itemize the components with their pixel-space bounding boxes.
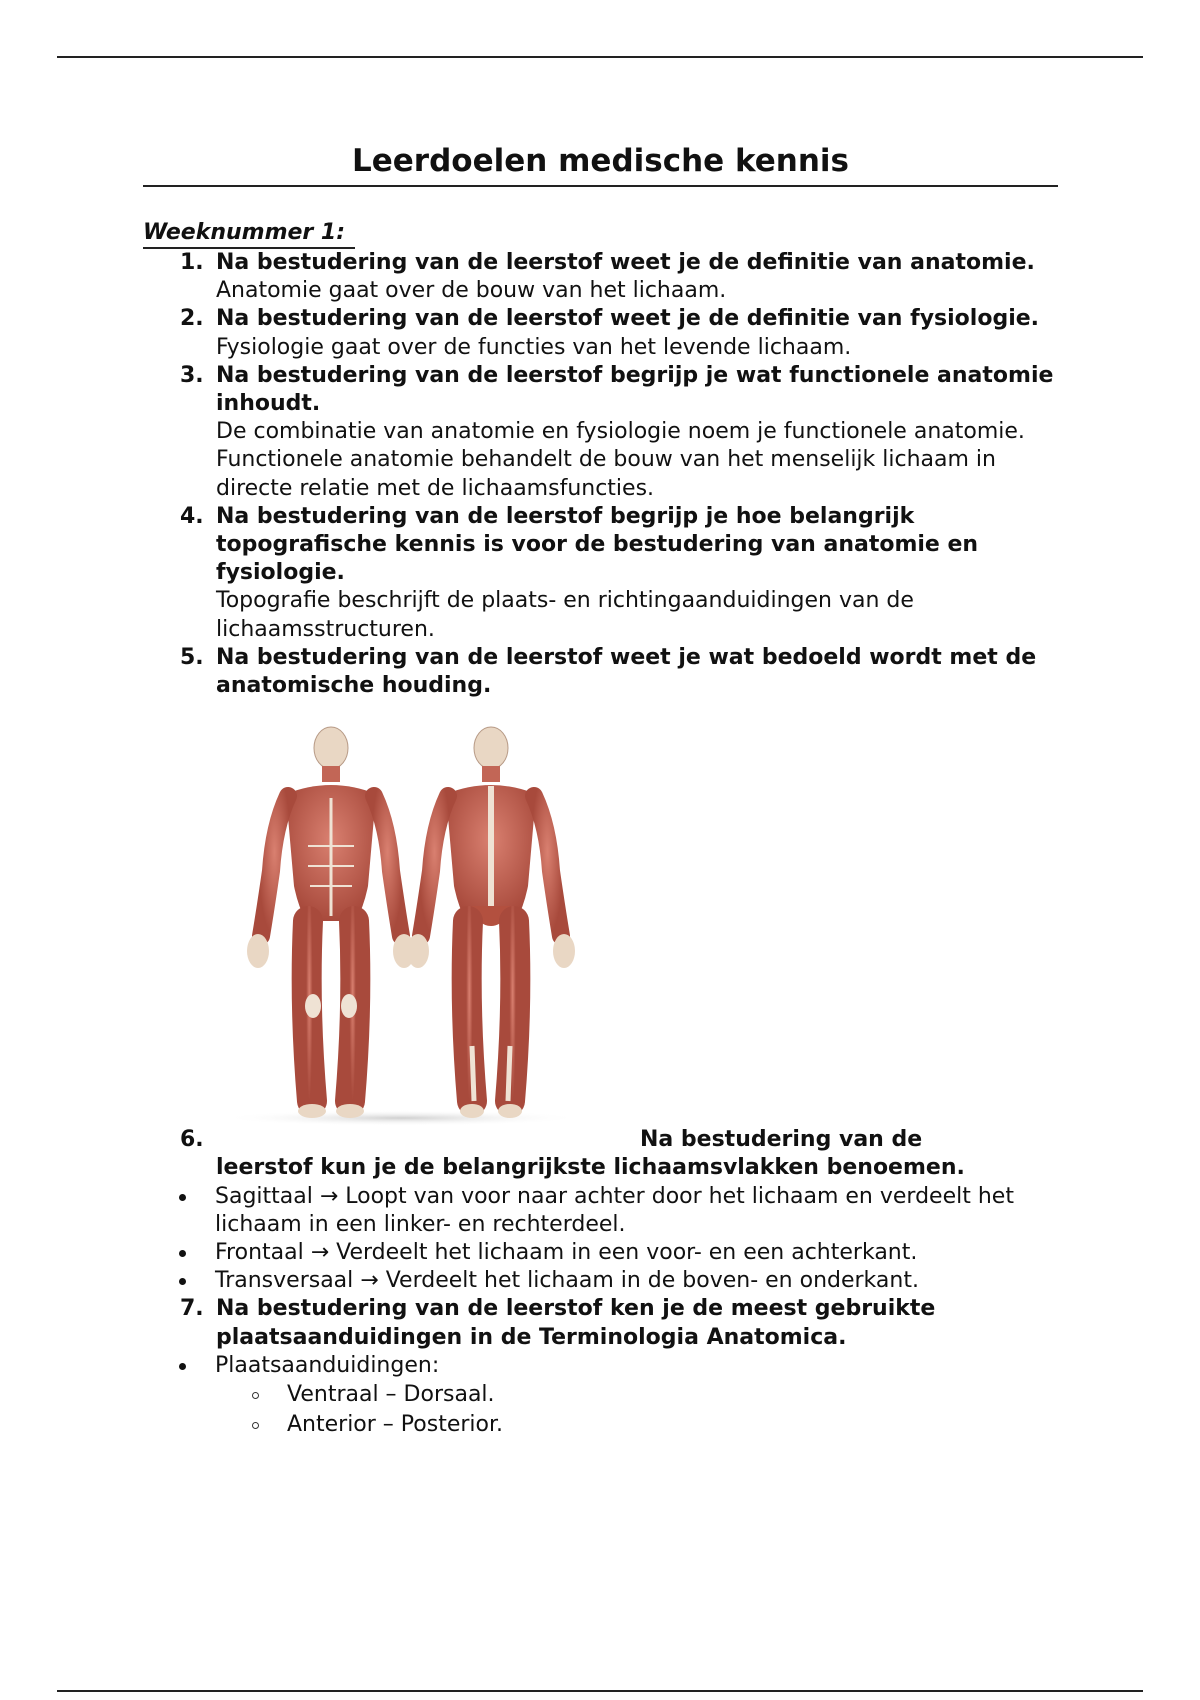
goal-item (143, 305, 1058, 361)
list-item (143, 1183, 1058, 1239)
goal-item (143, 362, 1058, 503)
goal-item (143, 249, 1058, 305)
footer-rule (57, 1690, 1143, 1692)
goal-answer: Anatomie gaat over de bouw van het lichaam. (216, 278, 727, 304)
bullet-text: Frontaal → Verdeelt het lichaam in een voor- en een achterkant. (215, 1240, 918, 1266)
week-heading: Weeknummer 1: (143, 219, 355, 249)
sub-item-text: Ventraal – Dorsaal. (287, 1382, 495, 1408)
sub-list-item (143, 1380, 1058, 1410)
bullet-icon (179, 1194, 186, 1201)
goal-question: Na bestudering van de leerstof weet je wat bedoeld wordt met de anatomische houding. (216, 644, 1037, 699)
document-body (143, 140, 1058, 1440)
goal-question: Na bestudering van de leerstof ken je de meest gebruikte plaatsaanduidingen in de Terminologia Anatomica. (216, 1296, 936, 1350)
circle-bullet-icon (252, 1392, 259, 1399)
goal-number: 5. (180, 644, 204, 670)
goal-item (143, 644, 1058, 1126)
bullet-text: Sagittaal → Loopt van voor naar achter door het lichaam en verdeelt het lichaam in een linker- en rechterdeel. (215, 1183, 1014, 1237)
goal-question: Na bestudering van de leerstof begrijp je hoe belangrijk topografische kennis is voor de bestudering van anatomie en fysiologie. (216, 503, 979, 586)
goal-number: 1. (180, 250, 204, 275)
goal-question: Na bestudering van de leerstof begrijp je wat functionele anatomie inhoudt. (216, 362, 1054, 417)
bullet-list (143, 1352, 1058, 1440)
anatomical-position-figure (216, 706, 596, 1126)
goal-question: Na bestudering van de leerstof weet je de definitie van anatomie. (216, 250, 1035, 275)
goal-number: 4. (180, 503, 204, 529)
circle-bullet-icon (252, 1422, 259, 1429)
goal-answer: De combinatie van anatomie en fysiologie noem je functionele anatomie. Functionele anatomie behandelt de bouw van het menselijk lichaam in directe relatie met de lichaamsfuncties. (216, 419, 1025, 501)
list-item (143, 1267, 1058, 1295)
bullet-list (143, 1183, 1058, 1296)
goal-number: 6. (180, 1127, 204, 1153)
bullet-icon (179, 1250, 186, 1257)
list-item (143, 1239, 1058, 1267)
goal-item (143, 1126, 1058, 1295)
bullet-text: Plaatsaanduidingen: (215, 1352, 440, 1378)
goal-question: Na bestudering van de leerstof weet je de definitie van fysiologie. (216, 306, 1040, 332)
goal-item (143, 503, 1058, 644)
document-title: Leerdoelen medische kennis (143, 140, 1058, 187)
anatomy-figure-icon (216, 706, 596, 1126)
sub-item-text: Anterior – Posterior. (287, 1412, 504, 1438)
goal-number: 7. (180, 1296, 204, 1322)
goal-answer: Fysiologie gaat over de functies van het levende lichaam. (216, 334, 852, 360)
sub-list (215, 1380, 1058, 1440)
bullet-icon (179, 1363, 186, 1370)
goal-number: 3. (180, 362, 204, 388)
list-item (143, 1352, 1058, 1440)
goal-number: 2. (180, 306, 204, 332)
bullet-text: Transversaal → Verdeelt het lichaam in de boven- en onderkant. (215, 1268, 919, 1294)
goal-question-part2: leerstof kun je de belangrijkste lichaamsvlakken benoemen. (216, 1155, 965, 1181)
goal-item (143, 1295, 1058, 1440)
front-body-figure (247, 727, 415, 1118)
bullet-icon (179, 1278, 186, 1285)
sub-list-item (143, 1410, 1058, 1440)
goal-question-part1: Na bestudering van de (640, 1127, 923, 1153)
learning-goals-list (143, 249, 1058, 1440)
back-body-figure (407, 727, 575, 1118)
header-rule (57, 56, 1143, 58)
goal-answer: Topografie beschrijft de plaats- en richtingaanduidingen van de lichaamsstructuren. (216, 588, 914, 642)
